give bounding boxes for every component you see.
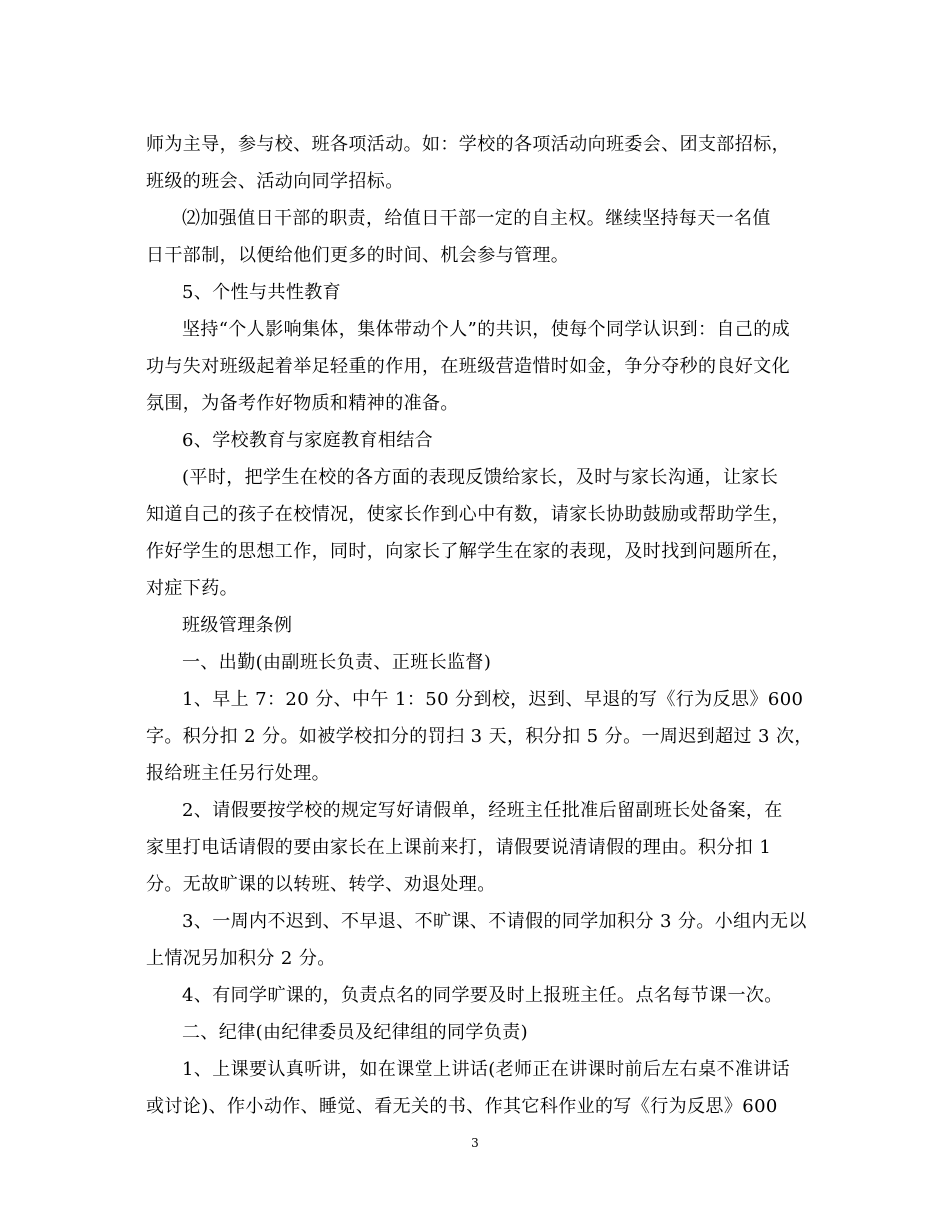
body-line: 日干部制，以便给他们更多的时间、机会参与管理。 xyxy=(146,245,570,266)
body-line: 1、上课要认真听讲，如在课堂上讲话(老师正在讲课时前后左右桌不准讲话 xyxy=(182,1059,791,1080)
body-line: 字。积分扣 2 分。如被学校扣分的罚扫 3 天，积分扣 5 分。一周迟到超过 3 次， xyxy=(146,726,813,747)
body-line: 师为主导，参与校、班各项活动。如：学校的各项活动向班委会、团支部招标， xyxy=(146,134,790,155)
body-line: 3、一周内不迟到、不早退、不旷课、不请假的同学加积分 3 分。小组内无以 xyxy=(182,911,807,932)
body-line: 2、请假要按学校的规定写好请假单，经班主任批准后留副班长处备案，在 xyxy=(182,800,783,821)
section-heading: 5、个性与共性教育 xyxy=(182,282,342,303)
page-body xyxy=(146,126,813,1125)
body-line: 坚持“个人影响集体，集体带动个人”的共识，使每个同学认识到：自己的成 xyxy=(182,319,791,340)
body-line: 功与失对班级起着举足轻重的作用，在班级营造惜时如金，争分夺秒的良好文化 xyxy=(146,356,790,377)
body-line: 或讨论)、作小动作、睡觉、看无关的书、作其它科作业的写《行为反思》600 xyxy=(146,1096,778,1117)
body-line: 4、有同学旷课的，负责点名的同学要及时上报班主任。点名每节课一次。 xyxy=(182,985,783,1006)
section-heading: 6、学校教育与家庭教育相结合 xyxy=(182,430,434,451)
body-line: 家里打电话请假的要由家长在上课前来打，请假要说清请假的理由。积分扣 1 xyxy=(146,837,772,858)
body-line: 报给班主任另行处理。 xyxy=(146,763,330,784)
section-heading: 一、出勤(由副班长负责、正班长监督) xyxy=(182,652,492,673)
body-line: 知道自己的孩子在校情况，使家长作到心中有数，请家长协助鼓励或帮助学生， xyxy=(146,504,790,525)
section-heading: 二、纪律(由纪律委员及纪律组的同学负责) xyxy=(182,1022,529,1043)
body-line: 班级的班会、活动向同学招标。 xyxy=(146,171,404,192)
page-number: 3 xyxy=(471,1136,479,1150)
section-heading: 班级管理条例 xyxy=(182,615,293,636)
body-line: ⑵加强值日干部的职责，给值日干部一定的自主权。继续坚持每天一名值 xyxy=(182,208,771,229)
body-line: 氛围，为备考作好物质和精神的准备。 xyxy=(146,393,459,414)
body-line: (平时，把学生在校的各方面的表现反馈给家长，及时与家长沟通，让家长 xyxy=(182,467,779,488)
body-line: 作好学生的思想工作，同时，向家长了解学生在家的表现，及时找到问题所在， xyxy=(146,541,790,562)
body-line: 1、早上 7：20 分、中午 1：50 分到校，迟到、早退的写《行为反思》600 xyxy=(182,689,804,710)
body-line: 分。无故旷课的以转班、转学、劝退处理。 xyxy=(146,874,496,895)
body-line: 上情况另加积分 2 分。 xyxy=(146,948,336,969)
body-line: 对症下药。 xyxy=(146,578,238,599)
